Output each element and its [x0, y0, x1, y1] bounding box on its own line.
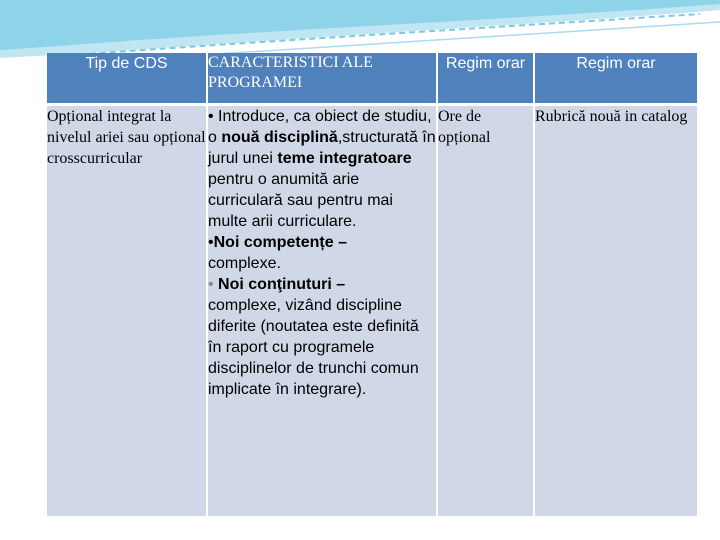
- cell-caracteristici: [208, 106, 438, 516]
- cell-regim-orar: Ore de opțional: [438, 106, 535, 516]
- bullet-competente: •: [208, 234, 214, 251]
- cell-tip-cds: Opțional integrat la nivelul ariei sau opțional crosscurricular: [47, 106, 208, 516]
- text-teme-integratoare: teme integratoare: [277, 150, 412, 167]
- text-noi-competente: Noi competențe –: [213, 234, 347, 251]
- text-structurata: ,structurată în jurul unei: [208, 129, 436, 167]
- text-complexe-1: complexe.: [208, 255, 281, 272]
- header-tip-cds: Tip de CDS: [47, 53, 208, 106]
- text-arie-curriculara: pentru o anumită arie curriculară sau pentru mai multe arii curriculare.: [208, 171, 393, 230]
- table-header-row: [47, 53, 697, 106]
- bullet-continuturi: •: [208, 276, 214, 293]
- table-row: [47, 106, 697, 516]
- cell-catalog: Rubrică nouă in catalog: [535, 106, 697, 516]
- text-noua-disciplina: nouă disciplină: [221, 129, 338, 146]
- header-regim-orar-2: Regim orar: [535, 53, 697, 106]
- text-complexe-2: complexe, vizând discipline diferite (noutatea este definită în raport cu programele disciplinelor de trunchi comun implicate în integrare).: [208, 297, 419, 398]
- text-noi-continuturi: Noi conţinuturi –: [213, 276, 346, 293]
- header-regim-orar-1: Regim orar: [438, 53, 535, 106]
- cds-table: [47, 53, 697, 516]
- header-caracteristici: CARACTERISTICI ALE PROGRAMEI: [208, 53, 438, 106]
- text-intro: • Introduce, ca obiect de studiu, o: [208, 108, 432, 146]
